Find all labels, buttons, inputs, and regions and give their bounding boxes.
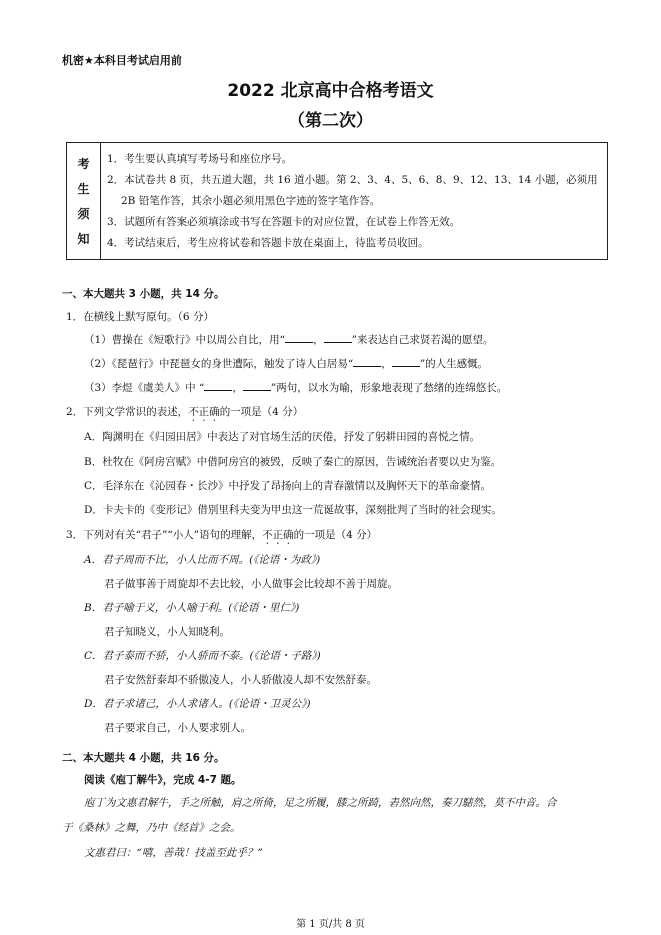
q3-stem-emphasis: 不正确 xyxy=(262,529,294,541)
q3-option-d-quote: D．君子求诸己，小人求诸人。(《论语・卫灵公》) xyxy=(84,698,311,710)
q3-option-d-explain: 君子要求自己，小人要求别人。 xyxy=(104,722,251,734)
answer-blank[interactable] xyxy=(285,332,313,343)
q3-option-a-explain: 君子做事善于周旋却不去比较，小人做事会比较却不善于周旋。 xyxy=(104,578,398,590)
q1-sub1-text-a: （1）曹操在《短歌行》中以周公自比，用“ xyxy=(84,334,286,346)
answer-blank[interactable] xyxy=(392,356,420,367)
q2-stem-emphasis: 不正确 xyxy=(188,406,220,418)
notice-item: 3．试题所有答案必须填涂或书写在答题卡的对应位置，在试卷上作答无效。 xyxy=(107,216,461,228)
q1-sub1-text-b: ， xyxy=(313,334,324,346)
q1-stem: 1．在横线上默写原句。（6 分） xyxy=(66,311,214,323)
notice-label-char: 须 xyxy=(77,207,90,221)
q2-option-c: C．毛泽东在《沁园春・长沙》中抒发了昂扬向上的青春激情以及胸怀天下的革命豪情。 xyxy=(84,480,492,492)
q2-stem xyxy=(66,404,303,424)
confidential-label: 机密★本科目考试启用前 xyxy=(62,54,182,67)
q1-sub3 xyxy=(84,380,507,395)
q1-sub1 xyxy=(84,332,493,347)
q1-sub2 xyxy=(84,356,488,371)
q1-sub2-text-c: ”的人生感慨。 xyxy=(419,358,489,370)
q3-option-c-quote: C．君子泰而不骄，小人骄而不泰。(《论语・子路》) xyxy=(84,650,321,662)
q2-stem-b: 的一项是（4 分） xyxy=(219,406,304,418)
notice-label-char: 知 xyxy=(77,232,90,246)
q2-option-a: A．陶渊明在《归园田居》中表达了对官场生活的厌倦，抒发了躬耕田园的喜悦之情。 xyxy=(84,431,481,443)
q2-option-b: B．杜牧在《阿房宫赋》中借阿房宫的被毁，反映了秦亡的原因，告诫统治者要以史为鉴。 xyxy=(84,456,502,468)
exam-title: 2022 北京高中合格考语文 xyxy=(227,81,434,101)
section-1-heading: 一、本大题共 3 小题，共 14 分。 xyxy=(62,288,225,300)
exam-subtitle: （第二次） xyxy=(288,111,373,131)
q3-option-c-explain: 君子安然舒泰却不骄傲凌人，小人骄傲凌人却不安然舒泰。 xyxy=(104,674,377,686)
notice-item: 2．本试卷共 8 页，共五道大题，共 16 道小题。第 2、3、4、5、6、8、9、12、13、14 小题，必须用 2B 铅笔作答，其余小题必须用黑色字迹的签字笔作答。 xyxy=(107,174,598,207)
q2-stem-a: 2．下列文学常识的表述， xyxy=(66,406,189,418)
section-2-heading: 二、本大题共 4 小题，共 16 分。 xyxy=(62,752,225,764)
candidate-notice-box xyxy=(66,142,608,260)
notice-item: 4．考试结束后，考生应将试卷和答题卡放在桌面上，待监考员收回。 xyxy=(107,237,429,249)
notice-label-char: 考 xyxy=(77,157,90,171)
q1-sub3-text-a: （3）李煜《虞美人》中 “ xyxy=(84,382,205,394)
passage-line: 于《桑林》之舞，乃中《经首》之会。 xyxy=(62,822,241,834)
q2-option-d: D．卡夫卡的《变形记》借别里科夫变为甲虫这一荒诞故事，深刻批判了当时的社会现实。 xyxy=(84,504,502,516)
q1-sub3-text-b: ， xyxy=(232,382,243,394)
q3-option-b-explain: 君子知晓义，小人知晓利。 xyxy=(104,626,230,638)
notice-label xyxy=(67,143,101,259)
q1-sub1-text-c: ”来表达自己求贤若渴的愿望。 xyxy=(351,334,494,346)
answer-blank[interactable] xyxy=(324,332,352,343)
notice-items xyxy=(107,149,599,254)
q3-stem xyxy=(66,527,377,547)
q3-stem-b: 的一项是（4 分） xyxy=(293,529,378,541)
notice-label-char: 生 xyxy=(77,182,90,196)
q1-sub2-text-b: ， xyxy=(381,358,392,370)
q1-sub2-text-a: （2）《琵琶行》中琵琶女的身世遭际，触发了诗人白居易“ xyxy=(84,358,354,370)
answer-blank[interactable] xyxy=(204,380,232,391)
q3-option-b-quote: B．君子喻于义，小人喻于利。(《论语・里仁》) xyxy=(84,602,300,614)
passage-line: 庖丁为文惠君解牛，手之所触，肩之所倚，足之所履，膝之所踦，砉然向然，奏刀騞然，莫不中音。合 xyxy=(84,797,557,809)
q3-option-a-quote: A．君子周而不比，小人比而不周。(《论语・为政》) xyxy=(84,554,321,566)
passage-line: 文惠君曰：“嘻，善哉！技盖至此乎？” xyxy=(84,847,263,859)
page-number: 第 1 页/共 8 页 xyxy=(296,919,365,930)
notice-item: 1．考生要认真填写考场号和座位序号。 xyxy=(107,153,293,165)
q3-stem-a: 3．下列对有关“君子”“小人”语句的理解， xyxy=(66,529,263,541)
q1-sub3-text-c: ”两句，以水为喻，形象地表现了愁绪的连绵悠长。 xyxy=(270,382,508,394)
answer-blank[interactable] xyxy=(243,380,271,391)
answer-blank[interactable] xyxy=(353,356,381,367)
reading-intro: 阅读《庖丁解牛》，完成 4-7 题。 xyxy=(84,774,242,786)
